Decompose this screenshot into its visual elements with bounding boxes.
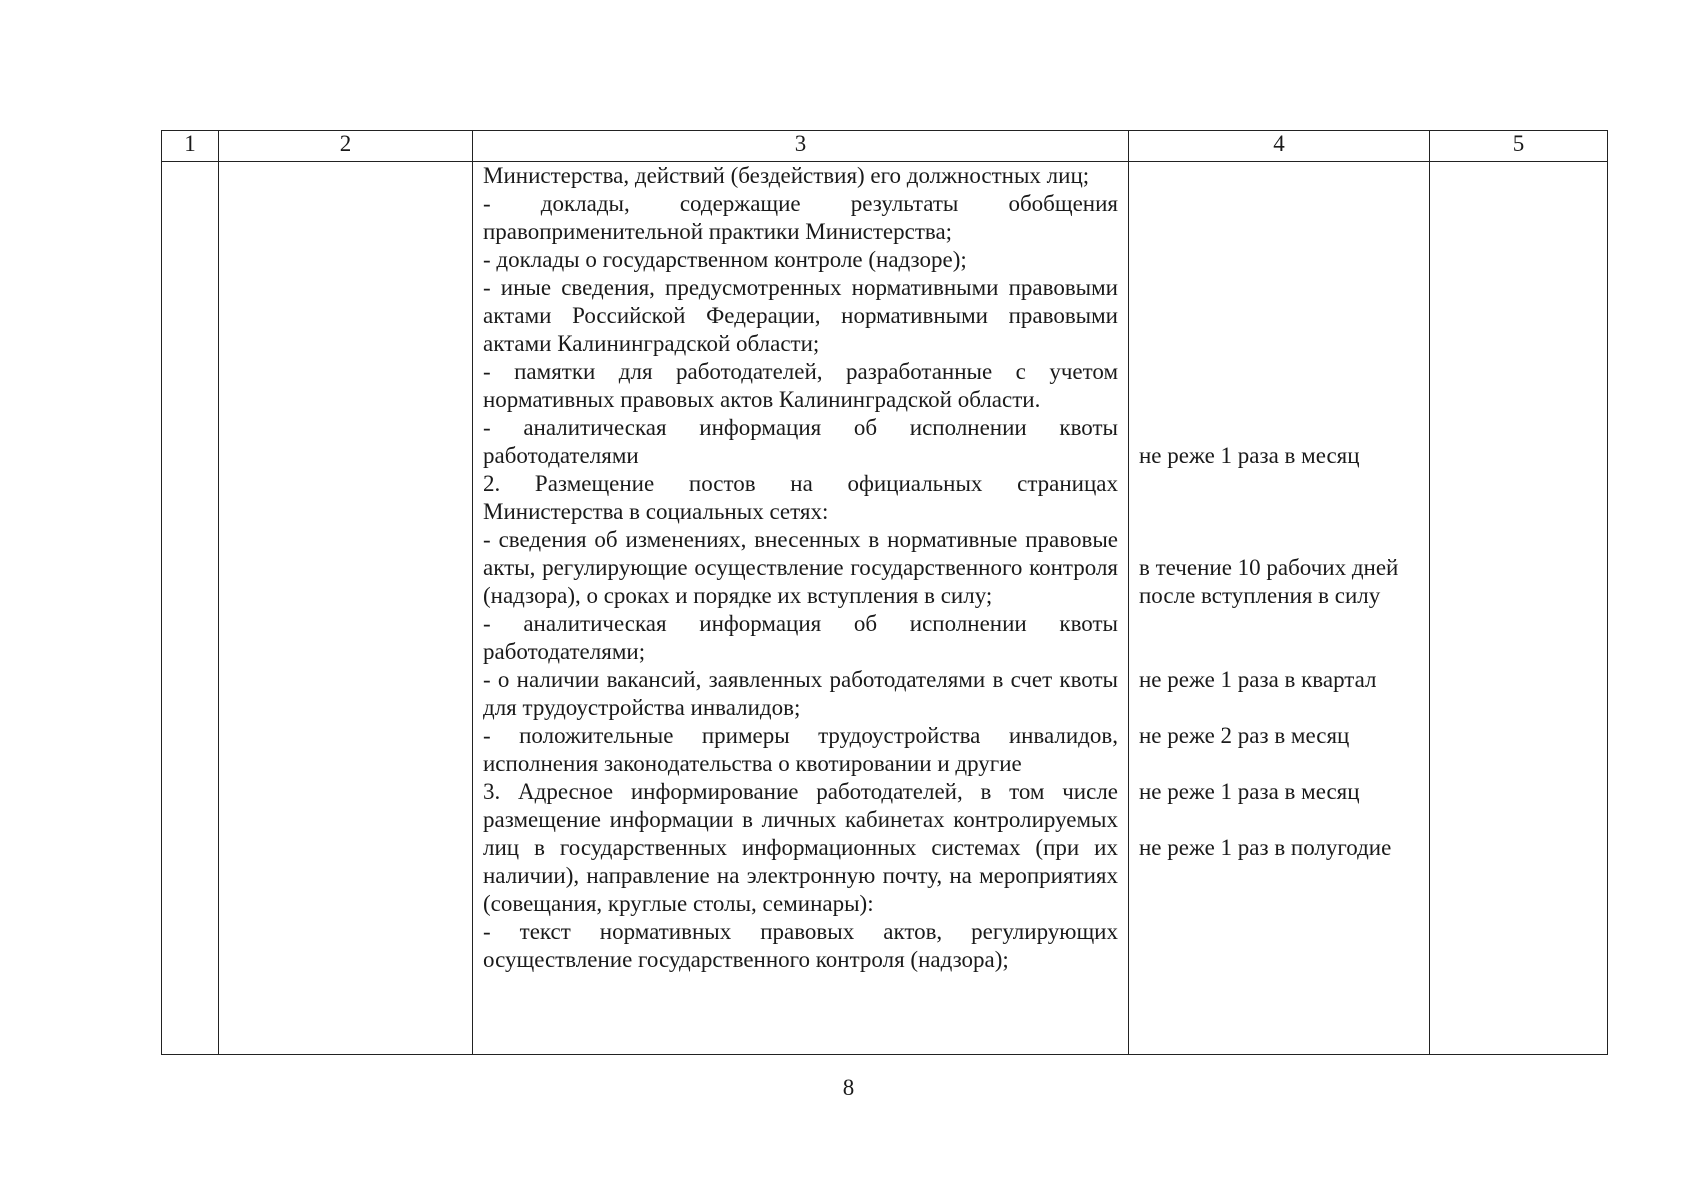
header-col-4: 4: [1129, 131, 1430, 162]
list-item: 3. Адресное информирование работодателей, в том числе размещение информации в личных кабинетах контролируемых лиц в государственных информационных системах (при их наличии), направление на электронную почту, на мероприятиях (совещания, круглые столы, семинары):: [483, 779, 1118, 916]
measures-table: [161, 130, 1608, 1055]
list-item: - текст нормативных правовых актов, регулирующих осуществление государственного контроля (надзора);: [483, 919, 1118, 972]
header-col-5: 5: [1430, 131, 1608, 162]
schedule-entry: не реже 1 раза в квартал: [1139, 667, 1377, 692]
list-item: - аналитическая информация об исполнении квоты работодателями: [483, 415, 1118, 468]
list-item: - доклады о государственном контроле (надзоре);: [483, 247, 967, 272]
list-item: - о наличии вакансий, заявленных работодателями в счет квоты для трудоустройства инвалидов;: [483, 667, 1118, 720]
list-item: - доклады, содержащие результаты обобщения правоприменительной практики Министерства;: [483, 191, 1118, 244]
cell-col-1: [162, 162, 219, 1055]
cell-col-3: [473, 162, 1129, 1055]
cell-col-5: [1430, 162, 1608, 1055]
list-item: - аналитическая информация об исполнении квоты работодателями;: [483, 611, 1118, 664]
header-col-3: 3: [473, 131, 1129, 162]
schedule-entry: не реже 1 раз в полугодие: [1139, 835, 1392, 860]
header-col-2: 2: [219, 131, 473, 162]
list-item: - сведения об изменениях, внесенных в нормативные правовые акты, регулирующие осуществление государственного контроля (надзора), о сроках и порядке их вступления в силу;: [483, 527, 1118, 608]
schedule-entry: не реже 2 раз в месяц: [1139, 723, 1350, 748]
cell-col-2: [219, 162, 473, 1055]
page-number: 8: [842, 1075, 855, 1100]
table-row: [162, 162, 1608, 1055]
schedule-entry: не реже 1 раза в месяц: [1139, 443, 1360, 468]
schedule-entry: не реже 1 раза в месяц: [1139, 779, 1360, 804]
schedule-entry: в течение 10 рабочих дней после вступления в силу: [1139, 555, 1399, 608]
header-col-1: 1: [162, 131, 219, 162]
table-header-row: [162, 131, 1608, 162]
list-item: - памятки для работодателей, разработанные с учетом нормативных правовых актов Калининградской области.: [483, 359, 1118, 412]
list-item: - иные сведения, предусмотренных нормативными правовыми актами Российской Федерации, нормативными правовыми актами Калининградской области;: [483, 275, 1118, 356]
list-item: 2. Размещение постов на официальных страницах Министерства в социальных сетях:: [483, 471, 1118, 524]
list-item: - положительные примеры трудоустройства инвалидов, исполнения законодательства о квотировании и другие: [483, 723, 1118, 776]
cell-col-4: [1129, 162, 1430, 1055]
list-item: Министерства, действий (бездействия) его должностных лиц;: [483, 163, 1090, 188]
